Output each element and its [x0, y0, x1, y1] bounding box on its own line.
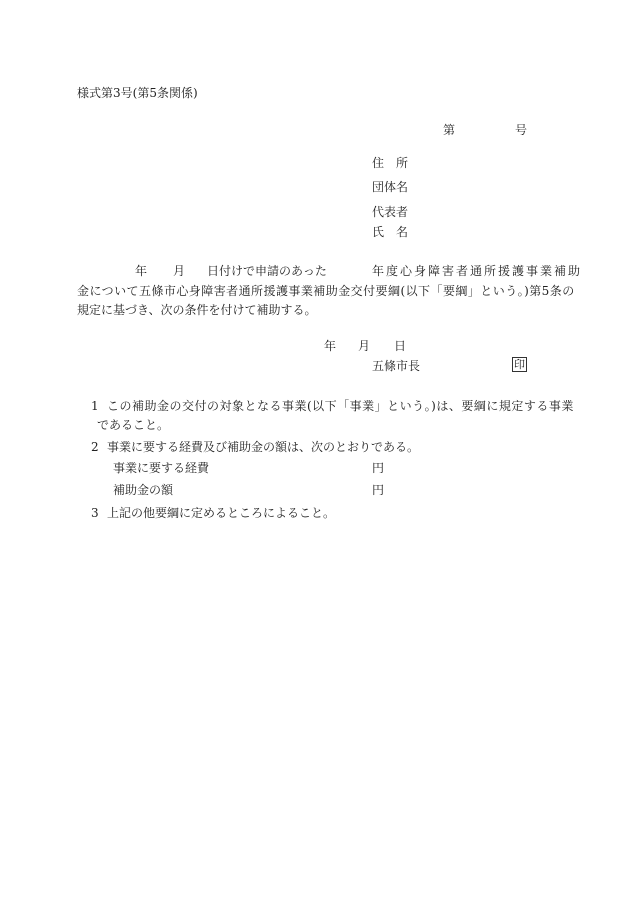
- form-label: 様式第3号(第5条関係): [77, 86, 198, 100]
- body-line-3: 規定に基づき、次の条件を付けて補助する。: [77, 303, 317, 317]
- body-program-name: 年度心身障害者通所援護事業補助: [372, 264, 583, 278]
- body-application-day-text: 日付けで申請のあった: [207, 264, 327, 278]
- body-application-year: 年: [135, 264, 148, 278]
- body-line-2: 金について五條市心身障害者通所援護事業補助金交付要綱(以下「要綱」という。)第5条の: [77, 284, 575, 298]
- organization-label: 団体名: [372, 180, 409, 194]
- name-label: 氏 名: [372, 225, 409, 239]
- condition-number: 3: [91, 506, 99, 520]
- representative-label: 代表者: [372, 205, 409, 219]
- expense-unit: 円: [372, 461, 385, 475]
- issuer-title: 五條市長: [372, 359, 421, 373]
- condition-number: 2: [91, 440, 99, 454]
- condition-text-continuation: であること。: [97, 418, 170, 432]
- condition-text: 事業に要する経費及び補助金の額は、次のとおりである。: [107, 440, 420, 454]
- condition-text: この補助金の交付の対象となる事業(以下「事業」という。)は、要綱に規定する事業: [107, 399, 574, 413]
- condition-text: 上記の他要綱に定めるところによること。: [107, 506, 336, 520]
- issue-date-month: 月: [358, 339, 371, 353]
- seal-mark: 印: [514, 358, 525, 371]
- body-application-month: 月: [173, 264, 186, 278]
- subsidy-amount-label: 補助金の額: [113, 483, 174, 497]
- document-number-suffix: 号: [515, 123, 528, 137]
- subsidy-amount-unit: 円: [372, 483, 385, 497]
- document-number-prefix: 第: [443, 123, 456, 137]
- address-label: 住 所: [372, 156, 409, 170]
- issue-date-year: 年: [324, 339, 337, 353]
- expense-label: 事業に要する経費: [113, 461, 210, 475]
- condition-number: 1: [91, 399, 99, 413]
- issue-date-day: 日: [394, 339, 407, 353]
